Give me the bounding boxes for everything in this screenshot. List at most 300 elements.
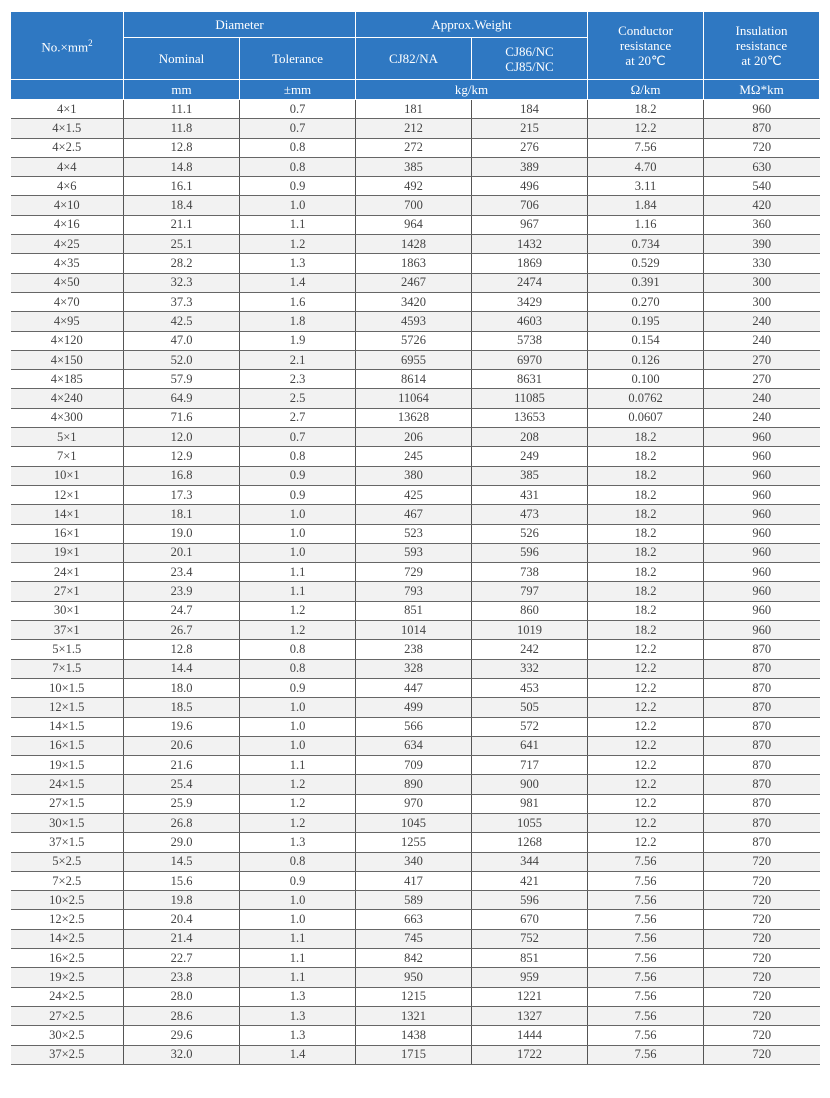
cell-conductor-resistance: 18.2 [588, 563, 704, 582]
cell-weight-cj86: 344 [472, 852, 588, 871]
cell-insulation-resistance: 240 [704, 331, 820, 350]
cell-weight-cj82: 328 [356, 659, 472, 678]
cell-conductor-resistance: 12.2 [588, 813, 704, 832]
table-row [11, 891, 820, 910]
cell-tolerance: 0.7 [240, 119, 356, 138]
cell-size: 4×1 [11, 100, 124, 119]
cell-insulation-resistance: 960 [704, 466, 820, 485]
cell-conductor-resistance: 7.56 [588, 891, 704, 910]
table-row [11, 485, 820, 504]
cell-size: 4×240 [11, 389, 124, 408]
cell-weight-cj86: 1268 [472, 833, 588, 852]
cell-conductor-resistance: 18.2 [588, 485, 704, 504]
cell-nominal: 14.4 [124, 659, 240, 678]
cell-nominal: 12.9 [124, 447, 240, 466]
cell-tolerance: 1.3 [240, 987, 356, 1006]
cell-weight-cj86: 453 [472, 678, 588, 697]
table-row [11, 215, 820, 234]
table-row [11, 756, 820, 775]
cell-weight-cj86: 431 [472, 485, 588, 504]
table-row [11, 659, 820, 678]
cell-tolerance: 0.9 [240, 177, 356, 196]
cell-nominal: 23.9 [124, 582, 240, 601]
cell-weight-cj86: 8631 [472, 370, 588, 389]
table-row [11, 910, 820, 929]
cell-weight-cj86: 6970 [472, 350, 588, 369]
cell-weight-cj82: 663 [356, 910, 472, 929]
table-row [11, 505, 820, 524]
cell-weight-cj82: 417 [356, 871, 472, 890]
cell-size: 24×1.5 [11, 775, 124, 794]
cell-size: 4×2.5 [11, 138, 124, 157]
cell-size: 37×2.5 [11, 1045, 124, 1064]
cell-weight-cj86: 1327 [472, 1006, 588, 1025]
cell-size: 10×1 [11, 466, 124, 485]
cell-weight-cj86: 332 [472, 659, 588, 678]
cell-nominal: 16.8 [124, 466, 240, 485]
cell-conductor-resistance: 4.70 [588, 157, 704, 176]
cell-tolerance: 2.3 [240, 370, 356, 389]
cell-size: 14×2.5 [11, 929, 124, 948]
cell-tolerance: 1.3 [240, 1026, 356, 1045]
cell-size: 4×185 [11, 370, 124, 389]
table-row [11, 813, 820, 832]
unit-blank [11, 80, 124, 100]
cell-weight-cj86: 1221 [472, 987, 588, 1006]
cell-insulation-resistance: 960 [704, 447, 820, 466]
cell-insulation-resistance: 870 [704, 119, 820, 138]
cell-weight-cj82: 634 [356, 736, 472, 755]
cell-size: 4×1.5 [11, 119, 124, 138]
cell-weight-cj82: 566 [356, 717, 472, 736]
table-row [11, 833, 820, 852]
cell-weight-cj86: 526 [472, 524, 588, 543]
cell-conductor-resistance: 3.11 [588, 177, 704, 196]
cell-size: 5×1.5 [11, 640, 124, 659]
cell-weight-cj86: 738 [472, 563, 588, 582]
cell-weight-cj82: 212 [356, 119, 472, 138]
cell-weight-cj86: 276 [472, 138, 588, 157]
cell-size: 14×1.5 [11, 717, 124, 736]
cell-weight-cj86: 208 [472, 428, 588, 447]
cell-weight-cj86: 851 [472, 949, 588, 968]
table-row [11, 138, 820, 157]
cell-tolerance: 1.9 [240, 331, 356, 350]
cell-nominal: 29.6 [124, 1026, 240, 1045]
cell-nominal: 24.7 [124, 601, 240, 620]
cell-weight-cj82: 793 [356, 582, 472, 601]
cell-insulation-resistance: 960 [704, 524, 820, 543]
cell-weight-cj86: 1432 [472, 235, 588, 254]
cell-conductor-resistance: 0.0607 [588, 408, 704, 427]
cell-weight-cj82: 272 [356, 138, 472, 157]
cell-tolerance: 1.0 [240, 524, 356, 543]
cell-weight-cj86: 11085 [472, 389, 588, 408]
cell-tolerance: 1.3 [240, 1006, 356, 1025]
cell-weight-cj86: 2474 [472, 273, 588, 292]
cell-weight-cj86: 1444 [472, 1026, 588, 1045]
cell-insulation-resistance: 720 [704, 1006, 820, 1025]
cell-insulation-resistance: 720 [704, 1045, 820, 1064]
cell-tolerance: 0.7 [240, 100, 356, 119]
cell-size: 30×1.5 [11, 813, 124, 832]
cell-size: 24×1 [11, 563, 124, 582]
cell-weight-cj86: 967 [472, 215, 588, 234]
table-row [11, 582, 820, 601]
cell-nominal: 17.3 [124, 485, 240, 504]
table-row [11, 717, 820, 736]
cell-weight-cj82: 709 [356, 756, 472, 775]
cell-weight-cj82: 385 [356, 157, 472, 176]
cell-tolerance: 1.2 [240, 794, 356, 813]
cell-weight-cj82: 1255 [356, 833, 472, 852]
table-row [11, 157, 820, 176]
cell-conductor-resistance: 12.2 [588, 717, 704, 736]
cell-insulation-resistance: 870 [704, 736, 820, 755]
unit-insulation: MΩ*km [704, 80, 820, 100]
cell-tolerance: 0.8 [240, 659, 356, 678]
cell-weight-cj86: 572 [472, 717, 588, 736]
cell-conductor-resistance: 12.2 [588, 659, 704, 678]
cell-weight-cj86: 1869 [472, 254, 588, 273]
table-row [11, 678, 820, 697]
cell-weight-cj82: 842 [356, 949, 472, 968]
cell-weight-cj86: 4603 [472, 312, 588, 331]
cell-weight-cj82: 6955 [356, 350, 472, 369]
cell-size: 4×50 [11, 273, 124, 292]
cell-weight-cj82: 447 [356, 678, 472, 697]
cell-size: 4×6 [11, 177, 124, 196]
cell-weight-cj82: 970 [356, 794, 472, 813]
unit-tolerance: ±mm [240, 80, 356, 100]
cell-tolerance: 1.1 [240, 582, 356, 601]
cell-tolerance: 1.0 [240, 717, 356, 736]
cell-conductor-resistance: 18.2 [588, 601, 704, 620]
cell-weight-cj82: 523 [356, 524, 472, 543]
cell-size: 4×95 [11, 312, 124, 331]
cell-size: 4×120 [11, 331, 124, 350]
cell-weight-cj82: 380 [356, 466, 472, 485]
cell-size: 19×1 [11, 543, 124, 562]
cell-conductor-resistance: 12.2 [588, 775, 704, 794]
cell-weight-cj82: 499 [356, 698, 472, 717]
table-row [11, 196, 820, 215]
cell-size: 5×2.5 [11, 852, 124, 871]
cell-insulation-resistance: 630 [704, 157, 820, 176]
cell-insulation-resistance: 270 [704, 350, 820, 369]
cell-insulation-resistance: 720 [704, 968, 820, 987]
cell-insulation-resistance: 870 [704, 794, 820, 813]
cell-weight-cj86: 900 [472, 775, 588, 794]
cell-tolerance: 2.5 [240, 389, 356, 408]
cell-tolerance: 2.7 [240, 408, 356, 427]
cell-insulation-resistance: 960 [704, 505, 820, 524]
cell-weight-cj86: 385 [472, 466, 588, 485]
cell-weight-cj82: 589 [356, 891, 472, 910]
cell-tolerance: 1.0 [240, 736, 356, 755]
cell-weight-cj86: 389 [472, 157, 588, 176]
table-row [11, 1045, 820, 1064]
cell-conductor-resistance: 12.2 [588, 833, 704, 852]
cell-weight-cj86: 1055 [472, 813, 588, 832]
cell-size: 14×1 [11, 505, 124, 524]
table-row [11, 563, 820, 582]
cell-insulation-resistance: 960 [704, 582, 820, 601]
cell-weight-cj82: 206 [356, 428, 472, 447]
cell-nominal: 26.8 [124, 813, 240, 832]
table-row [11, 370, 820, 389]
cell-tolerance: 0.9 [240, 678, 356, 697]
cell-insulation-resistance: 870 [704, 678, 820, 697]
cell-nominal: 20.4 [124, 910, 240, 929]
table-row [11, 968, 820, 987]
cell-weight-cj86: 860 [472, 601, 588, 620]
cell-size: 30×1 [11, 601, 124, 620]
cell-tolerance: 1.4 [240, 1045, 356, 1064]
cell-nominal: 32.3 [124, 273, 240, 292]
cell-weight-cj82: 851 [356, 601, 472, 620]
cell-insulation-resistance: 870 [704, 775, 820, 794]
table-row [11, 100, 820, 119]
unit-conductor: Ω/km [588, 80, 704, 100]
cell-insulation-resistance: 960 [704, 563, 820, 582]
cell-weight-cj86: 596 [472, 543, 588, 562]
cell-nominal: 42.5 [124, 312, 240, 331]
cell-nominal: 18.5 [124, 698, 240, 717]
cell-conductor-resistance: 0.126 [588, 350, 704, 369]
cell-tolerance: 1.0 [240, 891, 356, 910]
cell-weight-cj82: 950 [356, 968, 472, 987]
cell-nominal: 18.1 [124, 505, 240, 524]
table-row [11, 273, 820, 292]
cell-weight-cj86: 797 [472, 582, 588, 601]
cell-weight-cj82: 1014 [356, 621, 472, 640]
cell-insulation-resistance: 240 [704, 408, 820, 427]
cell-nominal: 26.7 [124, 621, 240, 640]
table-row [11, 929, 820, 948]
table-row [11, 312, 820, 331]
cell-weight-cj82: 1215 [356, 987, 472, 1006]
cell-size: 4×25 [11, 235, 124, 254]
cell-nominal: 25.9 [124, 794, 240, 813]
cell-nominal: 11.8 [124, 119, 240, 138]
unit-nominal: mm [124, 80, 240, 100]
header-conductor-resistance: Conductor resistance at 20℃ [588, 12, 704, 80]
cell-insulation-resistance: 870 [704, 698, 820, 717]
cell-size: 24×2.5 [11, 987, 124, 1006]
cell-conductor-resistance: 7.56 [588, 852, 704, 871]
cell-conductor-resistance: 7.56 [588, 987, 704, 1006]
cell-nominal: 37.3 [124, 292, 240, 311]
table-row [11, 640, 820, 659]
cell-nominal: 64.9 [124, 389, 240, 408]
cell-conductor-resistance: 0.154 [588, 331, 704, 350]
cell-tolerance: 0.8 [240, 852, 356, 871]
table-row [11, 119, 820, 138]
cell-tolerance: 0.8 [240, 138, 356, 157]
cell-insulation-resistance: 240 [704, 312, 820, 331]
header-no: $No.\times mm^2$ [11, 12, 124, 80]
cell-conductor-resistance: 18.2 [588, 428, 704, 447]
cell-insulation-resistance: 720 [704, 929, 820, 948]
cell-tolerance: 1.0 [240, 910, 356, 929]
header-weight: Approx.Weight [356, 12, 588, 38]
cell-size: 27×1.5 [11, 794, 124, 813]
table-row [11, 177, 820, 196]
cell-tolerance: 0.7 [240, 428, 356, 447]
cell-size: 16×2.5 [11, 949, 124, 968]
cell-conductor-resistance: 18.2 [588, 582, 704, 601]
table-row [11, 794, 820, 813]
cell-insulation-resistance: 300 [704, 273, 820, 292]
table-row [11, 428, 820, 447]
cell-nominal: 21.6 [124, 756, 240, 775]
cell-conductor-resistance: 12.2 [588, 640, 704, 659]
cell-nominal: 47.0 [124, 331, 240, 350]
cell-size: 12×1 [11, 485, 124, 504]
cell-insulation-resistance: 360 [704, 215, 820, 234]
cell-insulation-resistance: 960 [704, 100, 820, 119]
cell-weight-cj86: 981 [472, 794, 588, 813]
cell-nominal: 28.0 [124, 987, 240, 1006]
cell-nominal: 52.0 [124, 350, 240, 369]
cell-insulation-resistance: 870 [704, 756, 820, 775]
cell-conductor-resistance: 18.2 [588, 505, 704, 524]
cell-insulation-resistance: 720 [704, 138, 820, 157]
cell-size: 4×4 [11, 157, 124, 176]
cell-conductor-resistance: 0.529 [588, 254, 704, 273]
cell-tolerance: 1.0 [240, 698, 356, 717]
cell-tolerance: 0.9 [240, 871, 356, 890]
cell-size: 4×16 [11, 215, 124, 234]
cell-weight-cj86: 752 [472, 929, 588, 948]
cell-conductor-resistance: 12.2 [588, 119, 704, 138]
cell-tolerance: 1.0 [240, 505, 356, 524]
cell-weight-cj82: 8614 [356, 370, 472, 389]
cell-tolerance: 1.1 [240, 215, 356, 234]
cell-tolerance: 1.2 [240, 235, 356, 254]
cell-weight-cj82: 245 [356, 447, 472, 466]
cell-conductor-resistance: 12.2 [588, 678, 704, 697]
cell-weight-cj86: 641 [472, 736, 588, 755]
cell-nominal: 18.0 [124, 678, 240, 697]
cell-nominal: 71.6 [124, 408, 240, 427]
cell-insulation-resistance: 420 [704, 196, 820, 215]
cell-conductor-resistance: 12.2 [588, 756, 704, 775]
cell-insulation-resistance: 870 [704, 833, 820, 852]
cell-nominal: 22.7 [124, 949, 240, 968]
cell-conductor-resistance: 7.56 [588, 949, 704, 968]
table-row [11, 235, 820, 254]
cell-weight-cj86: 3429 [472, 292, 588, 311]
cell-conductor-resistance: 0.734 [588, 235, 704, 254]
header-nominal: Nominal [124, 38, 240, 80]
cell-size: 16×1 [11, 524, 124, 543]
cell-tolerance: 1.1 [240, 968, 356, 987]
cell-nominal: 11.1 [124, 100, 240, 119]
cable-spec-table [10, 11, 820, 1065]
cell-tolerance: 1.2 [240, 621, 356, 640]
cell-conductor-resistance: 18.2 [588, 543, 704, 562]
cell-tolerance: 1.2 [240, 775, 356, 794]
cell-nominal: 32.0 [124, 1045, 240, 1064]
cell-nominal: 28.2 [124, 254, 240, 273]
cell-insulation-resistance: 720 [704, 852, 820, 871]
cell-size: 4×35 [11, 254, 124, 273]
cell-conductor-resistance: 12.2 [588, 794, 704, 813]
cell-weight-cj82: 890 [356, 775, 472, 794]
cell-insulation-resistance: 870 [704, 640, 820, 659]
cell-weight-cj82: 729 [356, 563, 472, 582]
cell-conductor-resistance: 7.56 [588, 910, 704, 929]
header-diameter: Diameter [124, 12, 356, 38]
table-row [11, 775, 820, 794]
cell-nominal: 19.8 [124, 891, 240, 910]
cell-size: 7×1.5 [11, 659, 124, 678]
cell-conductor-resistance: 7.56 [588, 929, 704, 948]
cell-weight-cj86: 596 [472, 891, 588, 910]
cell-size: 10×1.5 [11, 678, 124, 697]
cell-conductor-resistance: 18.2 [588, 447, 704, 466]
table-row [11, 852, 820, 871]
cell-tolerance: 0.8 [240, 157, 356, 176]
cell-insulation-resistance: 720 [704, 987, 820, 1006]
cell-insulation-resistance: 540 [704, 177, 820, 196]
cell-tolerance: 0.9 [240, 485, 356, 504]
cell-weight-cj82: 745 [356, 929, 472, 948]
cell-weight-cj82: 2467 [356, 273, 472, 292]
cell-weight-cj86: 670 [472, 910, 588, 929]
unit-weight: kg/km [356, 80, 588, 100]
table-row [11, 1006, 820, 1025]
cell-weight-cj82: 425 [356, 485, 472, 504]
cell-weight-cj82: 4593 [356, 312, 472, 331]
cell-nominal: 25.1 [124, 235, 240, 254]
cell-weight-cj86: 215 [472, 119, 588, 138]
cell-insulation-resistance: 870 [704, 659, 820, 678]
table-row [11, 543, 820, 562]
cell-conductor-resistance: 7.56 [588, 968, 704, 987]
cell-insulation-resistance: 300 [704, 292, 820, 311]
cell-tolerance: 1.6 [240, 292, 356, 311]
cell-size: 27×2.5 [11, 1006, 124, 1025]
cell-nominal: 25.4 [124, 775, 240, 794]
cell-conductor-resistance: 1.16 [588, 215, 704, 234]
cell-weight-cj86: 1722 [472, 1045, 588, 1064]
cell-weight-cj86: 505 [472, 698, 588, 717]
cell-insulation-resistance: 960 [704, 621, 820, 640]
cell-weight-cj86: 1019 [472, 621, 588, 640]
cell-size: 19×2.5 [11, 968, 124, 987]
cell-insulation-resistance: 330 [704, 254, 820, 273]
cell-weight-cj82: 238 [356, 640, 472, 659]
cell-weight-cj82: 11064 [356, 389, 472, 408]
cell-size: 37×1 [11, 621, 124, 640]
cell-tolerance: 2.1 [240, 350, 356, 369]
cell-insulation-resistance: 960 [704, 543, 820, 562]
cell-weight-cj86: 959 [472, 968, 588, 987]
cell-conductor-resistance: 0.100 [588, 370, 704, 389]
cell-weight-cj86: 13653 [472, 408, 588, 427]
cell-insulation-resistance: 960 [704, 485, 820, 504]
cell-nominal: 20.1 [124, 543, 240, 562]
table-row [11, 524, 820, 543]
cell-tolerance: 1.2 [240, 601, 356, 620]
cell-size: 37×1.5 [11, 833, 124, 852]
cell-nominal: 14.5 [124, 852, 240, 871]
cell-nominal: 12.8 [124, 138, 240, 157]
cell-tolerance: 1.2 [240, 813, 356, 832]
